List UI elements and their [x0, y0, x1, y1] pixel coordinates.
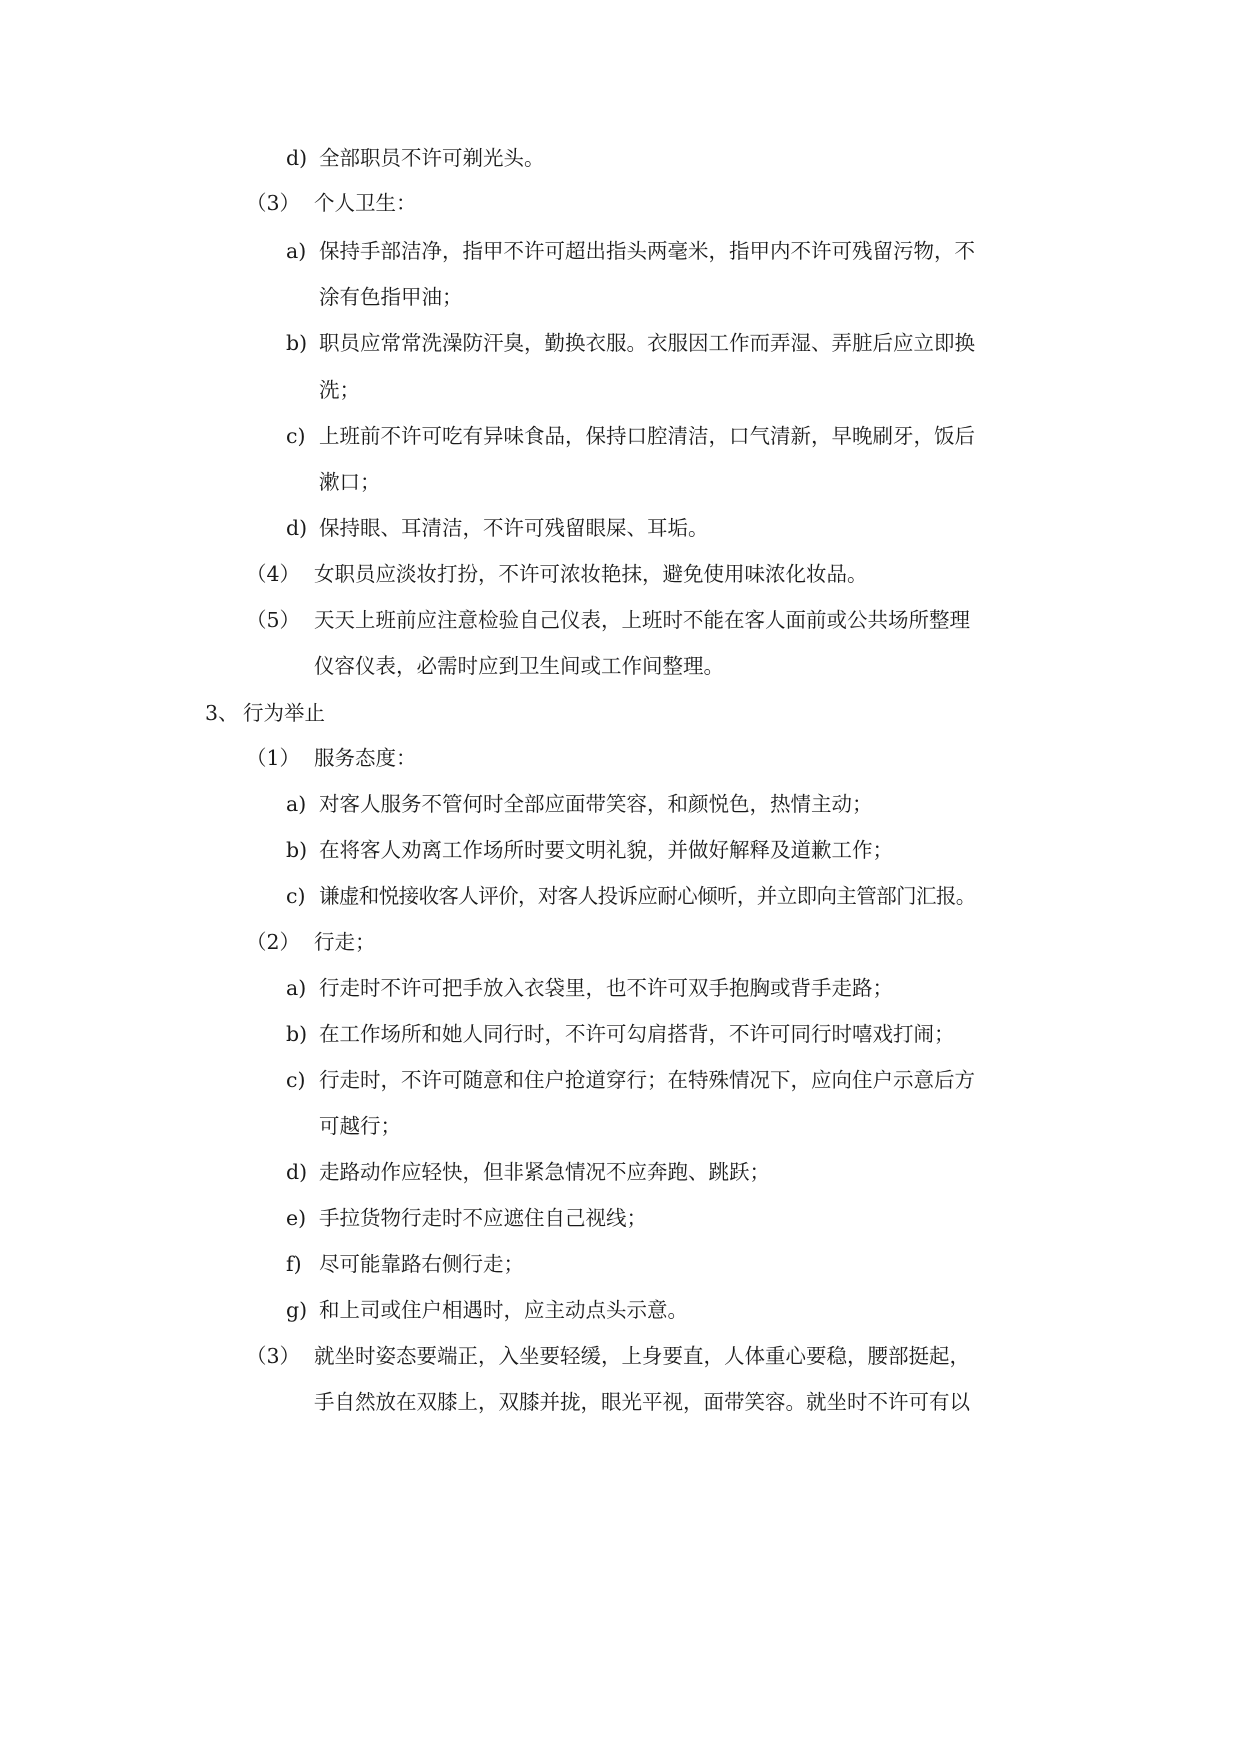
item-text: 漱口； [319, 470, 381, 494]
item-text: 天天上班前应注意检验自己仪表，上班时不能在客人面前或公共场所整理 [314, 608, 970, 632]
item-text: 在工作场所和她人同行时，不许可勾肩搭背，不许可同行时嘻戏打闹； [319, 1022, 955, 1046]
item-text: 涂有色指甲油； [319, 285, 463, 309]
item-text: 和上司或住户相遇时，应主动点头示意。 [319, 1298, 688, 1322]
item-text: 就坐时姿态要端正，入坐要轻缓，上身要直，人体重心要稳，腰部挺起， [314, 1344, 970, 1368]
section-title: 行为举止 [243, 701, 325, 725]
item-text: 全部职员不许可剃光头。 [319, 146, 545, 170]
list-marker: e) [286, 1206, 307, 1230]
section-number: 3、 [205, 701, 239, 725]
item-text: 职员应常常洗澡防汗臭，勤换衣服。衣服因工作而弄湿、弄脏后应立即换 [319, 331, 975, 355]
list-marker: g) [286, 1298, 308, 1322]
list-marker: a) [286, 792, 307, 816]
list-marker: a) [286, 239, 307, 263]
list-marker: b) [286, 838, 308, 862]
subsection-title: 行走； [314, 930, 376, 954]
subsection-title: 服务态度： [314, 746, 417, 770]
item-text: 走路动作应轻快，但非紧急情况不应奔跑、跳跃； [319, 1160, 770, 1184]
list-marker: （1） [246, 746, 301, 770]
item-text: 对客人服务不管何时全部应面带笑容，和颜悦色，热情主动； [319, 792, 873, 816]
item-text: 谦虚和悦接收客人评价，对客人投诉应耐心倾听，并立即向主管部门汇报。 [319, 884, 976, 908]
list-marker: （5） [246, 608, 301, 632]
item-text: 保持手部洁净，指甲不许可超出指头两毫米，指甲内不许可残留污物，不 [319, 239, 975, 263]
item-text: 行走时，不许可随意和住户抢道穿行；在特殊情况下，应向住户示意后方 [319, 1068, 975, 1092]
item-text: 保持眼、耳清洁，不许可残留眼屎、耳垢。 [319, 516, 709, 540]
list-marker: d) [286, 516, 308, 540]
item-text: 洗； [319, 378, 360, 402]
list-marker: b) [286, 1022, 308, 1046]
item-text: 可越行； [319, 1114, 401, 1138]
item-text: 手拉货物行走时不应遮住自己视线； [319, 1206, 647, 1230]
list-marker: a) [286, 976, 307, 1000]
item-text: 在将客人劝离工作场所时要文明礼貌，并做好解释及道歉工作； [319, 838, 893, 862]
list-marker: c) [286, 1068, 306, 1092]
list-marker: d) [286, 146, 308, 170]
list-marker: f) [286, 1252, 302, 1276]
list-marker: c) [286, 884, 306, 908]
item-text: 行走时不许可把手放入衣袋里，也不许可双手抱胸或背手走路； [319, 976, 893, 1000]
list-marker: （2） [246, 930, 301, 954]
item-text: 尽可能靠路右侧行走； [319, 1252, 524, 1276]
list-marker: （4） [246, 562, 301, 586]
item-text: 上班前不许可吃有异味食品，保持口腔清洁，口气清新，早晚刷牙，饭后 [319, 424, 975, 448]
item-text: 女职员应淡妆打扮，不许可浓妆艳抹，避免使用味浓化妆品。 [314, 562, 868, 586]
list-marker: （3） [246, 1344, 301, 1368]
list-marker: d) [286, 1160, 308, 1184]
item-text: 仪容仪表，必需时应到卫生间或工作间整理。 [314, 654, 724, 678]
list-marker: c) [286, 424, 306, 448]
list-marker: b) [286, 331, 308, 355]
item-text: 手自然放在双膝上，双膝并拢，眼光平视，面带笑容。就坐时不许可有以 [314, 1390, 970, 1414]
list-marker: （3） [246, 191, 301, 215]
subsection-title: 个人卫生： [314, 191, 417, 215]
